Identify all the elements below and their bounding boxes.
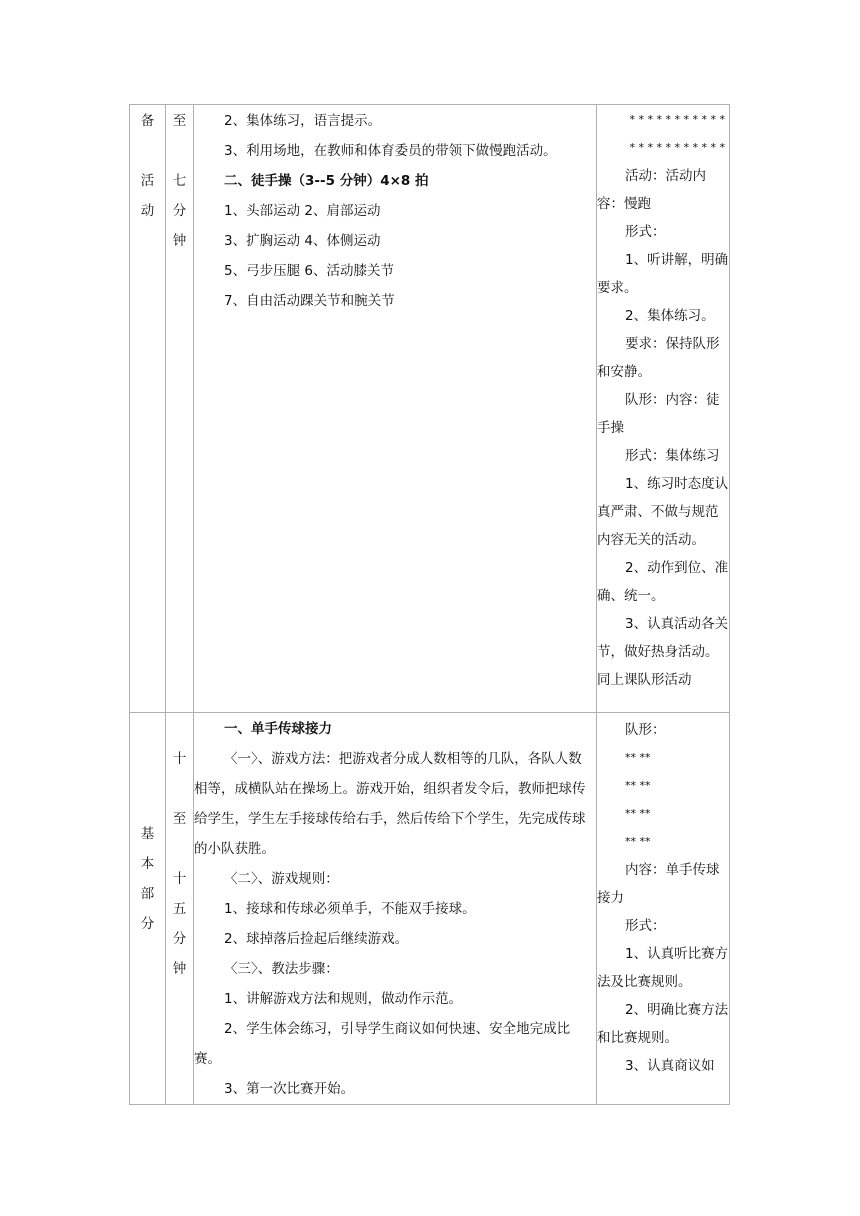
side-text: 3、认真商议如 — [625, 1058, 715, 1074]
side-text: 形式： — [625, 918, 666, 934]
side-text: 2、明确比赛方法和比赛规则。 — [597, 1002, 729, 1046]
content-cell — [194, 105, 597, 713]
time-char: 分 — [172, 203, 187, 219]
time-char: 七 — [172, 173, 187, 189]
content-line: 2、集体练习，语言提示。 — [224, 113, 382, 129]
warmup-row — [130, 105, 730, 713]
side-text: 形式：集体练习 — [625, 448, 720, 464]
side-text: 形式： — [625, 224, 666, 240]
content-line: 5、弓步压腿 6、活动膝关节 — [224, 263, 394, 279]
side-text: 1、练习时态度认真严肃、不做与规范内容无关的活动。 — [597, 476, 729, 548]
formation-stars: ** ** — [625, 751, 651, 764]
content-line: 3、扩胸运动 4、体侧运动 — [224, 233, 381, 249]
section-char: 活 — [140, 173, 155, 189]
side-text: 活动：活动内容：慢跑 — [597, 168, 706, 212]
section-char: 分 — [140, 916, 155, 932]
section-char: 部 — [140, 886, 155, 902]
basic-part-row — [130, 713, 730, 1105]
formation-stars: * * * * * * * * * * * — [629, 113, 725, 126]
rules-heading: 〈二〉、游戏规则： — [224, 871, 339, 887]
organization-cell — [597, 713, 730, 1105]
steps-heading: 〈三〉、教法步骤： — [224, 961, 339, 977]
time-char: 十 — [172, 751, 187, 767]
formation-stars: ** ** — [625, 779, 651, 792]
side-text: 1、听讲解，明确要求。 — [597, 252, 729, 296]
section-name-cell — [130, 713, 166, 1105]
formation-stars: * * * * * * * * * * * — [629, 141, 725, 154]
content-line: 7、自由活动踝关节和腕关节 — [224, 293, 395, 309]
step-item: 3、第一次比赛开始。 — [224, 1081, 355, 1097]
content-line: 3、利用场地，在教师和体育委员的带领下做慢跑活动。 — [224, 143, 557, 159]
step-item: 2、学生体会练习，引导学生商议如何快速、安全地完成比赛。 — [194, 1021, 571, 1067]
game-method: 〈一〉、游戏方法：把游戏者分成人数相等的几队，各队人数相等，成横队站在操场上。游戏开始，组织者发令后，教师把球传给学生，学生左手接球传给右手，然后传给下个学生，先完成传球的小队获胜。 — [194, 751, 586, 857]
rule-item: 2、球掉落后捡起后继续游戏。 — [224, 931, 409, 947]
step-item: 1、讲解游戏方法和规则，做动作示范。 — [224, 991, 463, 1007]
content-line: 1、头部运动 2、肩部运动 — [224, 203, 381, 219]
side-text: 2、动作到位、准确、统一。 — [597, 560, 729, 604]
side-text: 2、集体练习。 — [625, 308, 715, 324]
time-cell — [166, 713, 194, 1105]
time-cell — [166, 105, 194, 713]
time-char: 钟 — [172, 233, 187, 249]
formation-stars: ** ** — [625, 835, 651, 848]
time-char: 至 — [172, 113, 187, 129]
time-char: 分 — [172, 931, 187, 947]
time-char: 钟 — [172, 961, 187, 977]
side-text: 内容：单手传球接力 — [597, 862, 720, 906]
time-char: 五 — [172, 901, 187, 917]
section-char: 本 — [140, 856, 155, 872]
formation-stars: ** ** — [625, 807, 651, 820]
side-text: 队形： — [625, 722, 666, 738]
content-cell — [194, 713, 597, 1105]
side-text: 1、认真听比赛方法及比赛规则。 — [597, 946, 729, 990]
side-text: 队形：内容：徒手操 — [597, 392, 720, 436]
side-text: 要求：保持队形和安静。 — [597, 336, 720, 380]
section-char: 动 — [140, 203, 155, 219]
time-char: 至 — [172, 811, 187, 827]
rule-item: 1、接球和传球必须单手，不能双手接球。 — [224, 901, 476, 917]
organization-cell — [597, 105, 730, 713]
section-name-cell — [130, 105, 166, 713]
section-char: 备 — [140, 113, 155, 129]
time-char: 十 — [172, 871, 187, 887]
exercise-heading: 二、徒手操（3--5 分钟）4×8 拍 — [224, 173, 429, 189]
lesson-plan-table — [129, 104, 730, 1105]
section-char: 基 — [140, 826, 155, 842]
game-title: 一、单手传球接力 — [224, 721, 332, 737]
side-text: 3、认真活动各关节，做好热身活动。同上课队形活动 — [597, 616, 729, 688]
